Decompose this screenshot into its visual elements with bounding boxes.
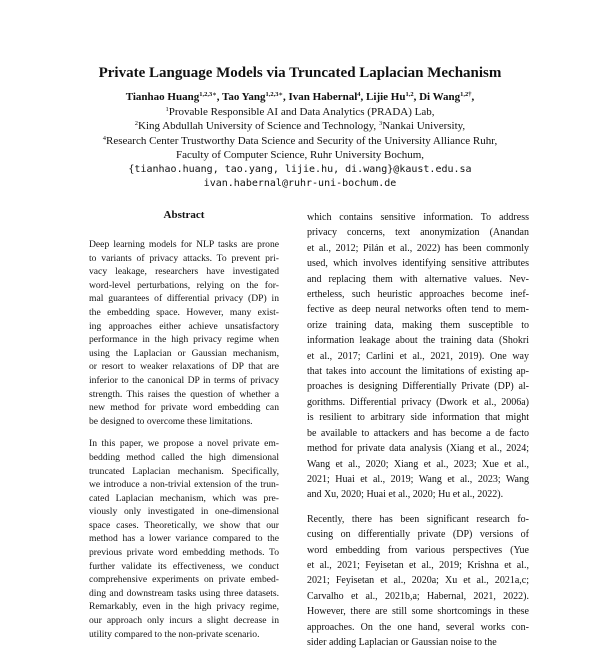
text-line: orize training data, making them susceptible to <box>307 319 529 331</box>
text-line: privacy concerns, text anonymization (Anandan <box>307 227 529 239</box>
text-line: ertheless, such heuristic approaches become inef- <box>307 289 529 301</box>
text-line: information leakage about the training data (Shokri <box>307 335 529 347</box>
author-name: Tianhao Huang <box>125 91 200 103</box>
text-line: mal guarantees of differential privacy (DP) in <box>89 293 279 305</box>
text-line: Carvalho et al., 2021b,a; Habernal, 2021, 2022). <box>307 590 529 602</box>
text-line: inferior to the canonical DP in terms of privacy <box>89 374 279 386</box>
text-line: utility compared to the non-private scenario. <box>89 628 260 640</box>
text-line: word embedding from various perspectives (Yue <box>307 544 529 556</box>
text-line: Remarkably, even in the high privacy regime, <box>89 601 279 613</box>
text-line: method for private data analysis (Xiang et al., 2024; <box>307 443 529 455</box>
text-line: In this paper, we propose a novel private em- <box>89 438 279 450</box>
author-affil-marks: 1,2 <box>405 91 414 98</box>
text-line: ing approaches either achieve unsatisfactory <box>89 320 279 332</box>
text-line: word-level perturbations, relying on the for- <box>89 279 279 291</box>
text-line: the embedding space. However, many exist- <box>89 306 279 318</box>
text-line: is resilient to arbitrary side information that might <box>307 412 529 424</box>
text-line: method has a lower variance compared to the <box>89 533 279 545</box>
author-name: Di Wang <box>419 91 461 103</box>
text-line: Recently, there has been significant research fo- <box>307 513 529 525</box>
text-line: approaches. On the one hand, several works con- <box>307 621 529 633</box>
affiliation-block <box>20 105 580 163</box>
affiliation-text: King Abdullah University of Science and Technology, <box>138 120 379 133</box>
text-line: comprehensive experiments on private embed- <box>89 574 279 586</box>
text-line: space cases. Theoretically, we show that our <box>89 519 279 531</box>
email-address: ivan.habernal@ruhr-uni-bochum.de <box>203 177 397 189</box>
introduction-column <box>307 210 529 650</box>
author <box>126 91 220 103</box>
text-line: et al., 2021; Feyisetan et al., 2019; Krishna et al., <box>307 559 529 571</box>
text-line: cusing on differentially private (DP) versions of <box>307 529 529 541</box>
text-line: and Xu, 2020; Huai et al., 2020; Hu et al., 2022). <box>307 489 504 501</box>
text-line: 2021; Feyisetan et al., 2020a; Xu et al., 2021a,c; <box>307 575 529 587</box>
text-line: ding and downstream tasks using three datasets. <box>89 587 279 599</box>
text-line: viously only investigated in one-dimensional <box>89 506 279 518</box>
author-separator: , <box>471 91 475 103</box>
affiliation-mark: 4 <box>102 134 107 142</box>
text-line: our approach only incurs a slight decrease in <box>89 615 279 627</box>
text-line: that takes into account the limitations of existing ap- <box>307 366 529 378</box>
author-affil-marks: 1,2,3∗ <box>199 91 217 98</box>
affiliation-line <box>20 105 580 119</box>
text-line: Deep learning models for NLP tasks are prone <box>89 239 279 250</box>
text-line: be designed to overcome these limitations. <box>89 415 253 427</box>
text-line: However, there are still some shortcomings in these <box>307 606 529 618</box>
abstract-body <box>89 238 279 641</box>
text-line: truncated Laplacian mechanism. Specifically, <box>89 465 279 477</box>
author-affil-marks: 1,2,3∗ <box>265 91 284 98</box>
author-name: Lijie Hu <box>366 91 406 103</box>
author-separator: , <box>283 91 286 103</box>
text-line: et al., 2017; Carlini et al., 2021, 2019). One way <box>307 350 529 362</box>
author-separator: , <box>413 91 417 103</box>
text-line: et al., 2012; Pilán et al., 2022) has been commonly <box>307 242 529 254</box>
author-affil-marks: 1,2† <box>460 91 472 98</box>
affiliation-line <box>20 134 580 148</box>
affiliation-mark: 1 <box>165 106 169 113</box>
text-line: performance in the high privacy regime when <box>89 334 279 346</box>
author-name: Ivan Habernal <box>288 91 358 103</box>
paragraph-gap <box>307 503 529 512</box>
affiliation-line <box>20 119 580 133</box>
text-line: which contains sensitive information. To address <box>307 212 529 223</box>
affiliation-text: Faculty of Computer Science, Ruhr University Bochum, <box>175 149 425 162</box>
author-separator: , <box>360 91 364 103</box>
affiliation-text: Research Center Trustworthy Data Science and Security of the University Alliance Ruhr, <box>106 134 498 147</box>
author-list <box>20 90 580 104</box>
text-line: bedding method called the high dimensional <box>89 451 279 463</box>
text-line: proaches is designing Differentially Private (DP) al- <box>307 381 529 393</box>
author-name: Tao Yang <box>222 91 266 103</box>
affiliation-mark: 3 <box>378 120 383 128</box>
email-block <box>20 163 580 190</box>
affiliation-text: Nankai University, <box>382 120 466 133</box>
text-line: vacy leakage, researchers have investigated <box>89 266 279 278</box>
text-line: used, which involves identifying sensitive attributes <box>307 258 529 270</box>
text-line: cated Laplacian mechanism, which was pre- <box>89 492 279 504</box>
affiliation-text: Provable Responsible AI and Data Analytics (PRADA) Lab, <box>168 106 435 118</box>
author <box>289 91 364 103</box>
text-line: using the Laplacian or Gaussian mechanism, <box>89 347 279 359</box>
author <box>222 91 286 103</box>
text-line: previous private word embedding methods. To <box>89 547 279 559</box>
text-line: be available to attackers and has become a de facto <box>307 427 529 439</box>
text-line: or resort to weaker relaxations of DP that are <box>89 361 279 373</box>
author-separator: , <box>216 91 220 103</box>
text-line: fective as deep neural networks often tend to mem- <box>307 304 529 316</box>
text-line: and replacing them with alternative values. Nev- <box>307 273 529 285</box>
text-line: further validate its effectiveness, we conduct <box>89 560 279 572</box>
affiliation-line <box>20 148 580 162</box>
text-line: gorithms. Differential privacy (Dwork et al., 2006a) <box>307 396 529 408</box>
paragraph-gap <box>89 428 279 437</box>
text-line: we introduce a non-trivial extension of the trun- <box>89 479 279 491</box>
paper-title: Private Language Models via Truncated Laplacian Mechanism <box>98 65 502 81</box>
author-affil-marks: 4 <box>357 91 361 98</box>
text-line: to variants of privacy attacks. To prevent pri- <box>89 252 279 264</box>
text-line: new method for private word embedding can <box>89 402 279 414</box>
abstract-heading: Abstract <box>163 209 205 221</box>
author <box>419 91 474 103</box>
text-line: sider adding Laplacian or Gaussian noise to the <box>307 636 497 648</box>
author <box>366 91 416 103</box>
text-line: strength. This raises the question of whether a <box>89 388 279 400</box>
text-line: Wang et al., 2020; Xiang et al., 2023; Xue et al., <box>307 458 529 470</box>
affiliation-mark: 2 <box>134 120 139 128</box>
email-address: {tianhao.huang, tao.yang, lijie.hu, di.wang}@kaust.edu.sa <box>128 164 472 175</box>
text-line: 2021; Huai et al., 2019; Wang et al., 2023; Wang <box>307 473 529 485</box>
